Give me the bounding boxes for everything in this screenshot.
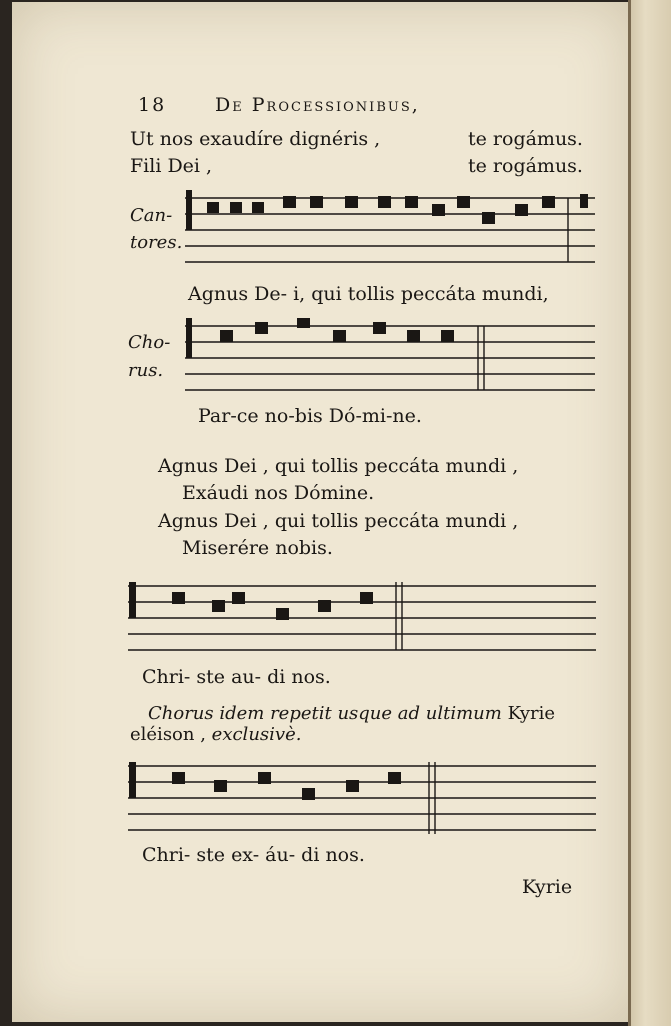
running-title: De Processionibus, bbox=[215, 94, 420, 116]
music-staff-2 bbox=[185, 318, 600, 393]
music1-lyrics: Agnus De- i, qui tollis peccáta mundi, bbox=[188, 283, 549, 305]
music4-lyrics: Chri- ste ex- áu- di nos. bbox=[142, 844, 365, 866]
rubric-italic-1: Chorus idem repetit usque ad ultimum bbox=[148, 703, 502, 724]
verse-3: Agnus Dei , qui tollis peccáta mundi , bbox=[158, 510, 519, 532]
litany-line-1-right: te rogámus. bbox=[468, 128, 583, 150]
litany-line-1-left: Ut nos exaudíre dignéris , bbox=[130, 128, 381, 150]
rubric-line-1 bbox=[148, 703, 555, 724]
chorus-label-1: Cho- bbox=[128, 332, 171, 353]
chorus-label-2: rus. bbox=[128, 360, 164, 381]
music3-lyrics: Chri- ste au- di nos. bbox=[142, 666, 331, 688]
book-spine bbox=[628, 0, 671, 1026]
music2-lyrics: Par-ce no-bis Dó-mi-ne. bbox=[198, 405, 422, 427]
rubric-roman-2: eléison , bbox=[130, 724, 206, 745]
rubric-italic-2: exclusivè. bbox=[211, 724, 302, 745]
verse-4: Miserére nobis. bbox=[182, 537, 333, 559]
catchword: Kyrie bbox=[522, 876, 573, 898]
litany-line-2-right: te rogámus. bbox=[468, 155, 583, 177]
music-staff-4 bbox=[128, 758, 600, 838]
music-staff-1 bbox=[185, 190, 600, 265]
cantores-label-2: tores. bbox=[130, 232, 183, 253]
rubric-roman-1: Kyrie bbox=[507, 703, 556, 724]
music-staff-3 bbox=[128, 578, 600, 653]
verse-1: Agnus Dei , qui tollis peccáta mundi , bbox=[158, 455, 519, 477]
litany-line-2-left: Fili Dei , bbox=[130, 155, 213, 177]
spine-edge bbox=[628, 0, 631, 1026]
verse-2: Exáudi nos Dómine. bbox=[182, 482, 375, 504]
cantores-label-1: Can- bbox=[130, 205, 173, 226]
page-number: 18 bbox=[138, 94, 167, 116]
rubric-line-2 bbox=[130, 724, 301, 745]
